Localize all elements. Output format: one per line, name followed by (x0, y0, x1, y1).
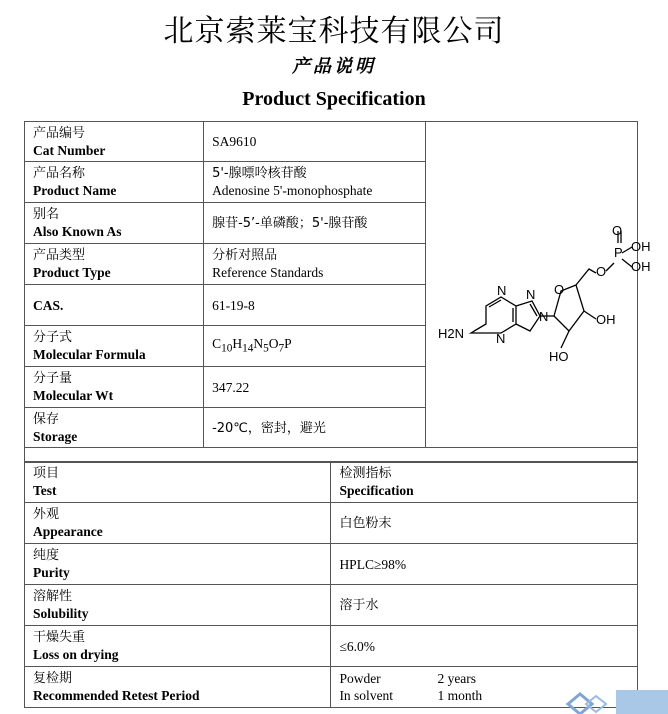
formula-value: $C_{10}H_{14}N_5O_7P$ (212, 335, 292, 355)
atom-ho-2: HO (548, 348, 569, 364)
spec-row-retest (25, 667, 638, 708)
document-subtitle: 产品说明 (292, 56, 376, 77)
formula-en: Molecular Formula (33, 347, 146, 362)
spec-row-purity (25, 544, 638, 585)
atom-o-double: O (611, 222, 623, 238)
atom-n1: N (496, 282, 507, 298)
watermark-diamond-icon (566, 690, 610, 714)
loss-zh: 干燥失重 (33, 630, 86, 645)
purity-en: Purity (33, 565, 70, 580)
atom-oh-2: OH (630, 258, 651, 274)
test-header-zh: 项目 (33, 466, 60, 481)
mw-value: 347.22 (212, 379, 250, 395)
cas-value: 61-19-8 (212, 297, 255, 313)
test-header-en: Test (33, 483, 57, 498)
solubility-value: 溶于水 (339, 598, 379, 613)
aka-value: 腺苷-5’-单磷酸；5'-腺苷酸 (212, 216, 368, 231)
product-name-value-en: Adenosine 5'-monophosphate (212, 183, 373, 198)
loss-value: ≤6.0% (339, 638, 375, 654)
row-cat-number (25, 122, 638, 162)
product-info-table (24, 121, 651, 463)
aka-zh: 别名 (33, 207, 60, 222)
product-type-zh: 产品类型 (33, 248, 86, 263)
cat-number-en: Cat Number (33, 142, 106, 158)
product-type-value-zh: 分析对照品 (212, 248, 278, 263)
atom-oh-3: OH (595, 311, 616, 327)
solubility-en: Solubility (33, 606, 89, 621)
atom-n9: N (538, 308, 549, 324)
formula-zh: 分子式 (33, 330, 73, 345)
atom-oh-1: OH (630, 238, 651, 254)
atom-n7: N (525, 286, 536, 302)
document-title: Product Specification (242, 88, 426, 110)
retest-zh: 复检期 (33, 671, 73, 686)
watermark-logo-block (616, 690, 668, 714)
aka-en: Also Known As (33, 224, 122, 239)
retest-solvent-value: 1 month (437, 688, 483, 703)
retest-powder-label: Powder (339, 671, 381, 686)
product-name-value-zh: 5'-腺嘌呤核苷酸 (212, 166, 307, 181)
atom-h2n: H2N (437, 325, 464, 341)
spec-row-solubility (25, 585, 638, 626)
atom-p: P (613, 244, 623, 260)
spec-row-appearance (25, 503, 638, 544)
appearance-value: 白色粉末 (339, 516, 392, 531)
atom-o-ring: O (553, 281, 565, 297)
product-type-value-en: Reference Standards (212, 265, 324, 280)
retest-powder-value: 2 years (437, 671, 477, 686)
structure-atom-labels (438, 223, 651, 364)
retest-solvent-label: In solvent (339, 688, 394, 703)
storage-en: Storage (33, 428, 78, 444)
mw-zh: 分子量 (33, 371, 73, 386)
storage-zh: 保存 (33, 411, 60, 427)
storage-value: -20℃，密封，避光 (212, 420, 326, 436)
company-name: 北京索莱宝科技有限公司 (163, 14, 505, 49)
loss-en: Loss on drying (33, 647, 119, 662)
amp-structure-diagram (426, 183, 651, 383)
appearance-zh: 外观 (33, 507, 60, 522)
retest-en: Recommended Retest Period (33, 688, 200, 703)
chemical-structure-cell (425, 122, 651, 448)
spec-header-en: Specification (339, 483, 414, 498)
product-name-en: Product Name (33, 183, 117, 198)
purity-zh: 纯度 (33, 548, 60, 563)
product-name-zh: 产品名称 (33, 166, 86, 181)
spec-row-loss (25, 626, 638, 667)
mw-en: Molecular Wt (33, 388, 114, 403)
product-type-en: Product Type (33, 265, 111, 280)
atom-o-ester: O (595, 263, 607, 279)
spec-header-row (25, 462, 638, 503)
retest-powder-line (339, 670, 637, 687)
cat-number-value: SA9610 (212, 134, 257, 149)
atom-n3: N (495, 330, 506, 346)
spec-header-zh: 检测指标 (339, 466, 392, 481)
solubility-zh: 溶解性 (33, 589, 73, 604)
specification-table (24, 461, 638, 708)
purity-value: HPLC≥98% (339, 556, 407, 572)
appearance-en: Appearance (33, 524, 103, 539)
cas-label: CAS. (33, 297, 64, 313)
cat-number-zh: 产品编号 (33, 125, 86, 141)
